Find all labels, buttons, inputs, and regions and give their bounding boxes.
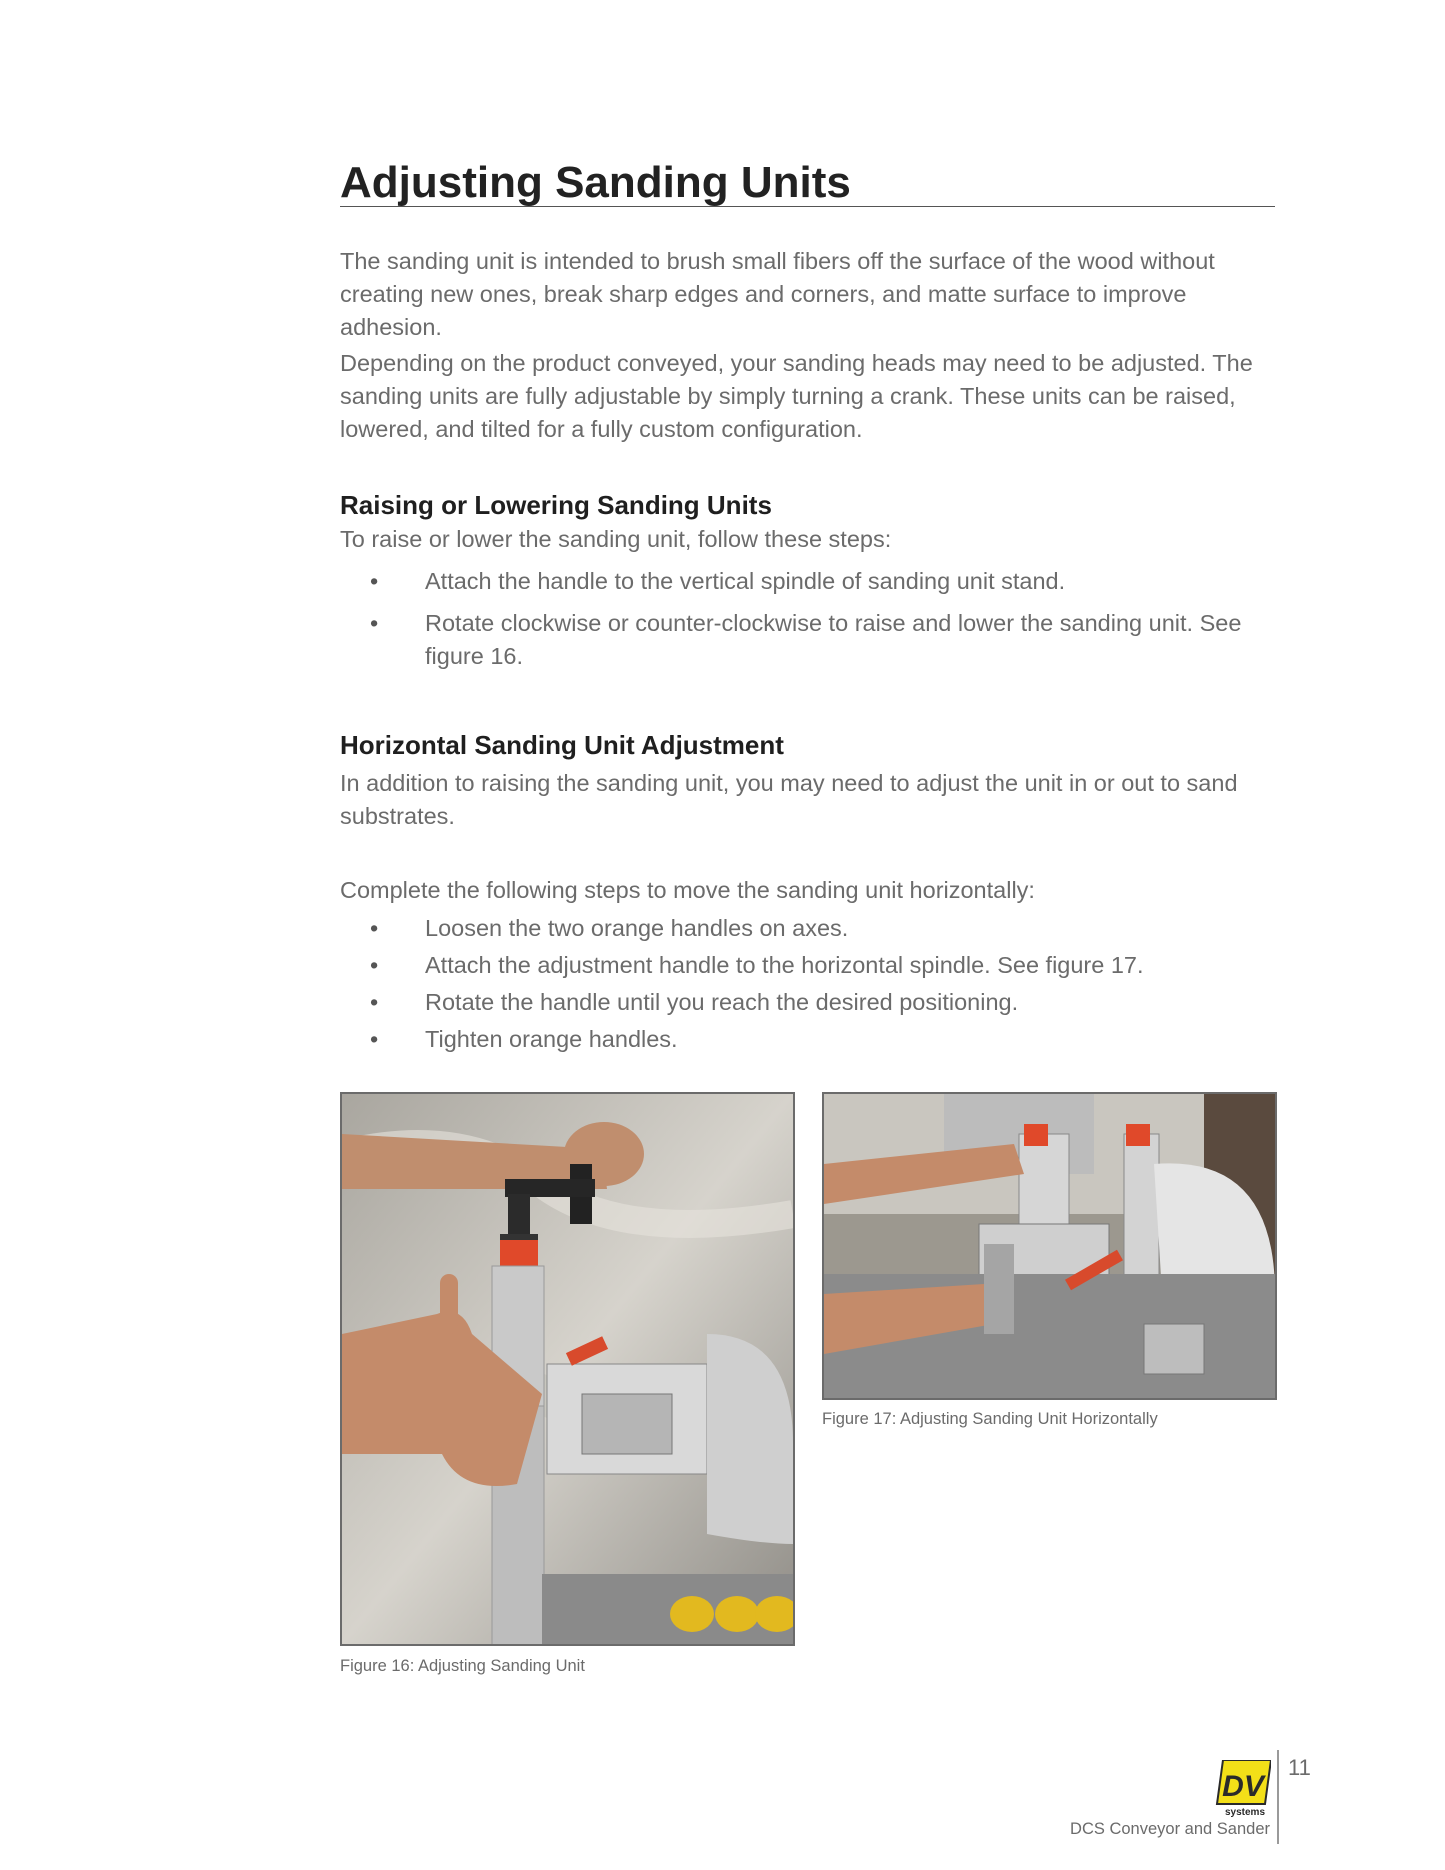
- bullet-icon: •: [370, 568, 379, 594]
- step-text: Tighten orange handles.: [425, 1026, 678, 1052]
- footer-divider: [1277, 1750, 1279, 1844]
- horizontal-lead: In addition to raising the sanding unit, you may need to adjust the unit in or out to sand substrates.: [340, 770, 1238, 829]
- logo-text: DV: [1222, 1770, 1264, 1803]
- list-item: [340, 912, 1275, 945]
- list-item: [340, 986, 1275, 1019]
- dv-systems-logo: [1215, 1760, 1271, 1818]
- figure-17-photo: [822, 1092, 1277, 1400]
- horizontal-heading: Horizontal Sanding Unit Adjustment: [340, 730, 784, 760]
- step-text: Rotate clockwise or counter-clockwise to raise and lower the sanding unit. See figure 16.: [425, 610, 1242, 669]
- list-item: [340, 565, 1275, 598]
- bullet-icon: •: [370, 989, 379, 1015]
- sanding-unit-horizontal-illustration: [824, 1094, 1275, 1398]
- raising-heading: Raising or Lowering Sanding Units: [340, 490, 772, 520]
- footer-document-title: DCS Conveyor and Sander: [1070, 1820, 1270, 1838]
- bullet-icon: •: [370, 952, 379, 978]
- horizontal-lead-2: Complete the following steps to move the sanding unit horizontally:: [340, 877, 1035, 903]
- raising-lead: To raise or lower the sanding unit, follow these steps:: [340, 526, 892, 552]
- page-number: 11: [1288, 1755, 1311, 1780]
- step-text: Attach the adjustment handle to the horizontal spindle. See figure 17.: [425, 952, 1144, 978]
- step-text: Loosen the two orange handles on axes.: [425, 915, 849, 941]
- list-item: [340, 1023, 1275, 1056]
- list-item: [340, 949, 1275, 982]
- bullet-icon: •: [370, 1026, 379, 1052]
- intro-paragraph-1: The sanding unit is intended to brush small fibers off the surface of the wood without creating new ones, break sharp edges and corners, and matte surface to improve adhesion.: [340, 248, 1215, 340]
- horizontal-steps-list: [340, 912, 1275, 1056]
- step-text: Attach the handle to the vertical spindle of sanding unit stand.: [425, 568, 1066, 594]
- logo-subtext: systems: [1224, 1807, 1266, 1818]
- bullet-icon: •: [370, 915, 379, 941]
- list-item: [340, 607, 1275, 673]
- figure-16-photo: [340, 1092, 795, 1646]
- sanding-unit-vertical-illustration: [342, 1094, 793, 1644]
- raising-steps-list: [340, 565, 1275, 673]
- step-text: Rotate the handle until you reach the desired positioning.: [425, 989, 1019, 1015]
- page-title: Adjusting Sanding Units: [340, 160, 1275, 207]
- bullet-icon: •: [370, 610, 379, 636]
- figure-16-caption: Figure 16: Adjusting Sanding Unit: [340, 1657, 585, 1675]
- figure-17-caption: Figure 17: Adjusting Sanding Unit Horizontally: [822, 1410, 1158, 1428]
- intro-paragraph-2: Depending on the product conveyed, your sanding heads may need to be adjusted. The sanding units are fully adjustable by simply turning a crank. These units can be raised, lowered, and tilted for a fully custom configuration.: [340, 350, 1253, 442]
